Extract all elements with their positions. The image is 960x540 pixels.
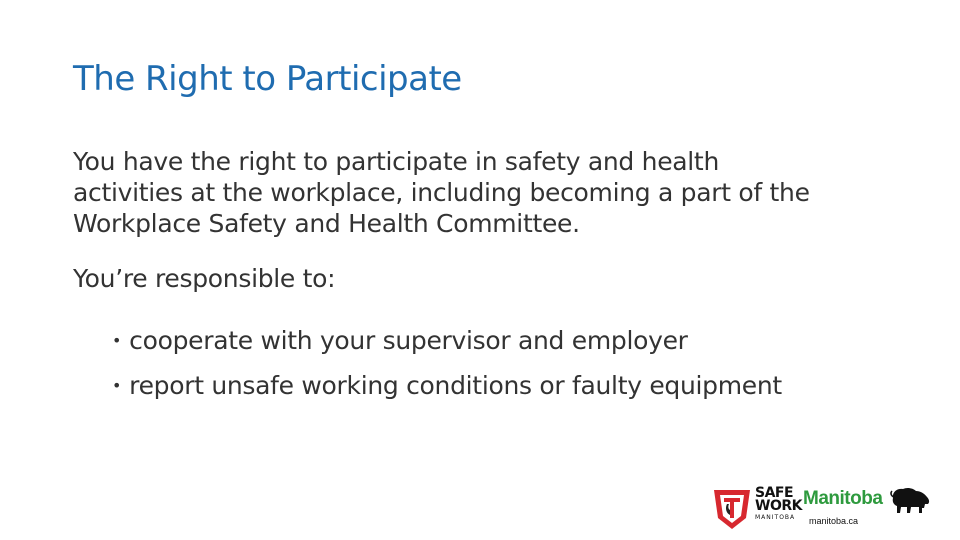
responsibility-list bbox=[112, 318, 782, 408]
bullet-icon: • bbox=[112, 376, 122, 395]
safework-wordmark bbox=[755, 487, 802, 522]
safework-shield-icon bbox=[713, 488, 751, 530]
intro-line: activities at the workplace, including becoming a part of the bbox=[73, 178, 810, 207]
bison-icon bbox=[889, 486, 931, 516]
list-item-text: report unsafe working conditions or faulty equipment bbox=[129, 371, 782, 400]
list-item-text: cooperate with your supervisor and employer bbox=[129, 326, 688, 355]
list-item bbox=[112, 318, 782, 363]
safework-line-manitoba: MANITOBA bbox=[755, 514, 796, 521]
intro-paragraph bbox=[73, 146, 893, 239]
safework-line-safe: SAFE bbox=[755, 485, 794, 501]
list-item bbox=[112, 363, 782, 408]
bullet-icon: • bbox=[112, 331, 122, 350]
manitoba-wordmark: Manitoba bbox=[803, 488, 883, 509]
responsibility-heading: You’re responsible to: bbox=[73, 264, 336, 293]
safework-manitoba-logo bbox=[713, 487, 803, 531]
intro-line: You have the right to participate in safety and health bbox=[73, 147, 719, 176]
intro-line: Workplace Safety and Health Committee. bbox=[73, 209, 580, 238]
slide-title: The Right to Participate bbox=[73, 59, 462, 99]
safework-line-work: WORK bbox=[755, 498, 802, 514]
manitoba-logo bbox=[801, 486, 941, 530]
manitoba-url: manitoba.ca bbox=[809, 516, 859, 526]
